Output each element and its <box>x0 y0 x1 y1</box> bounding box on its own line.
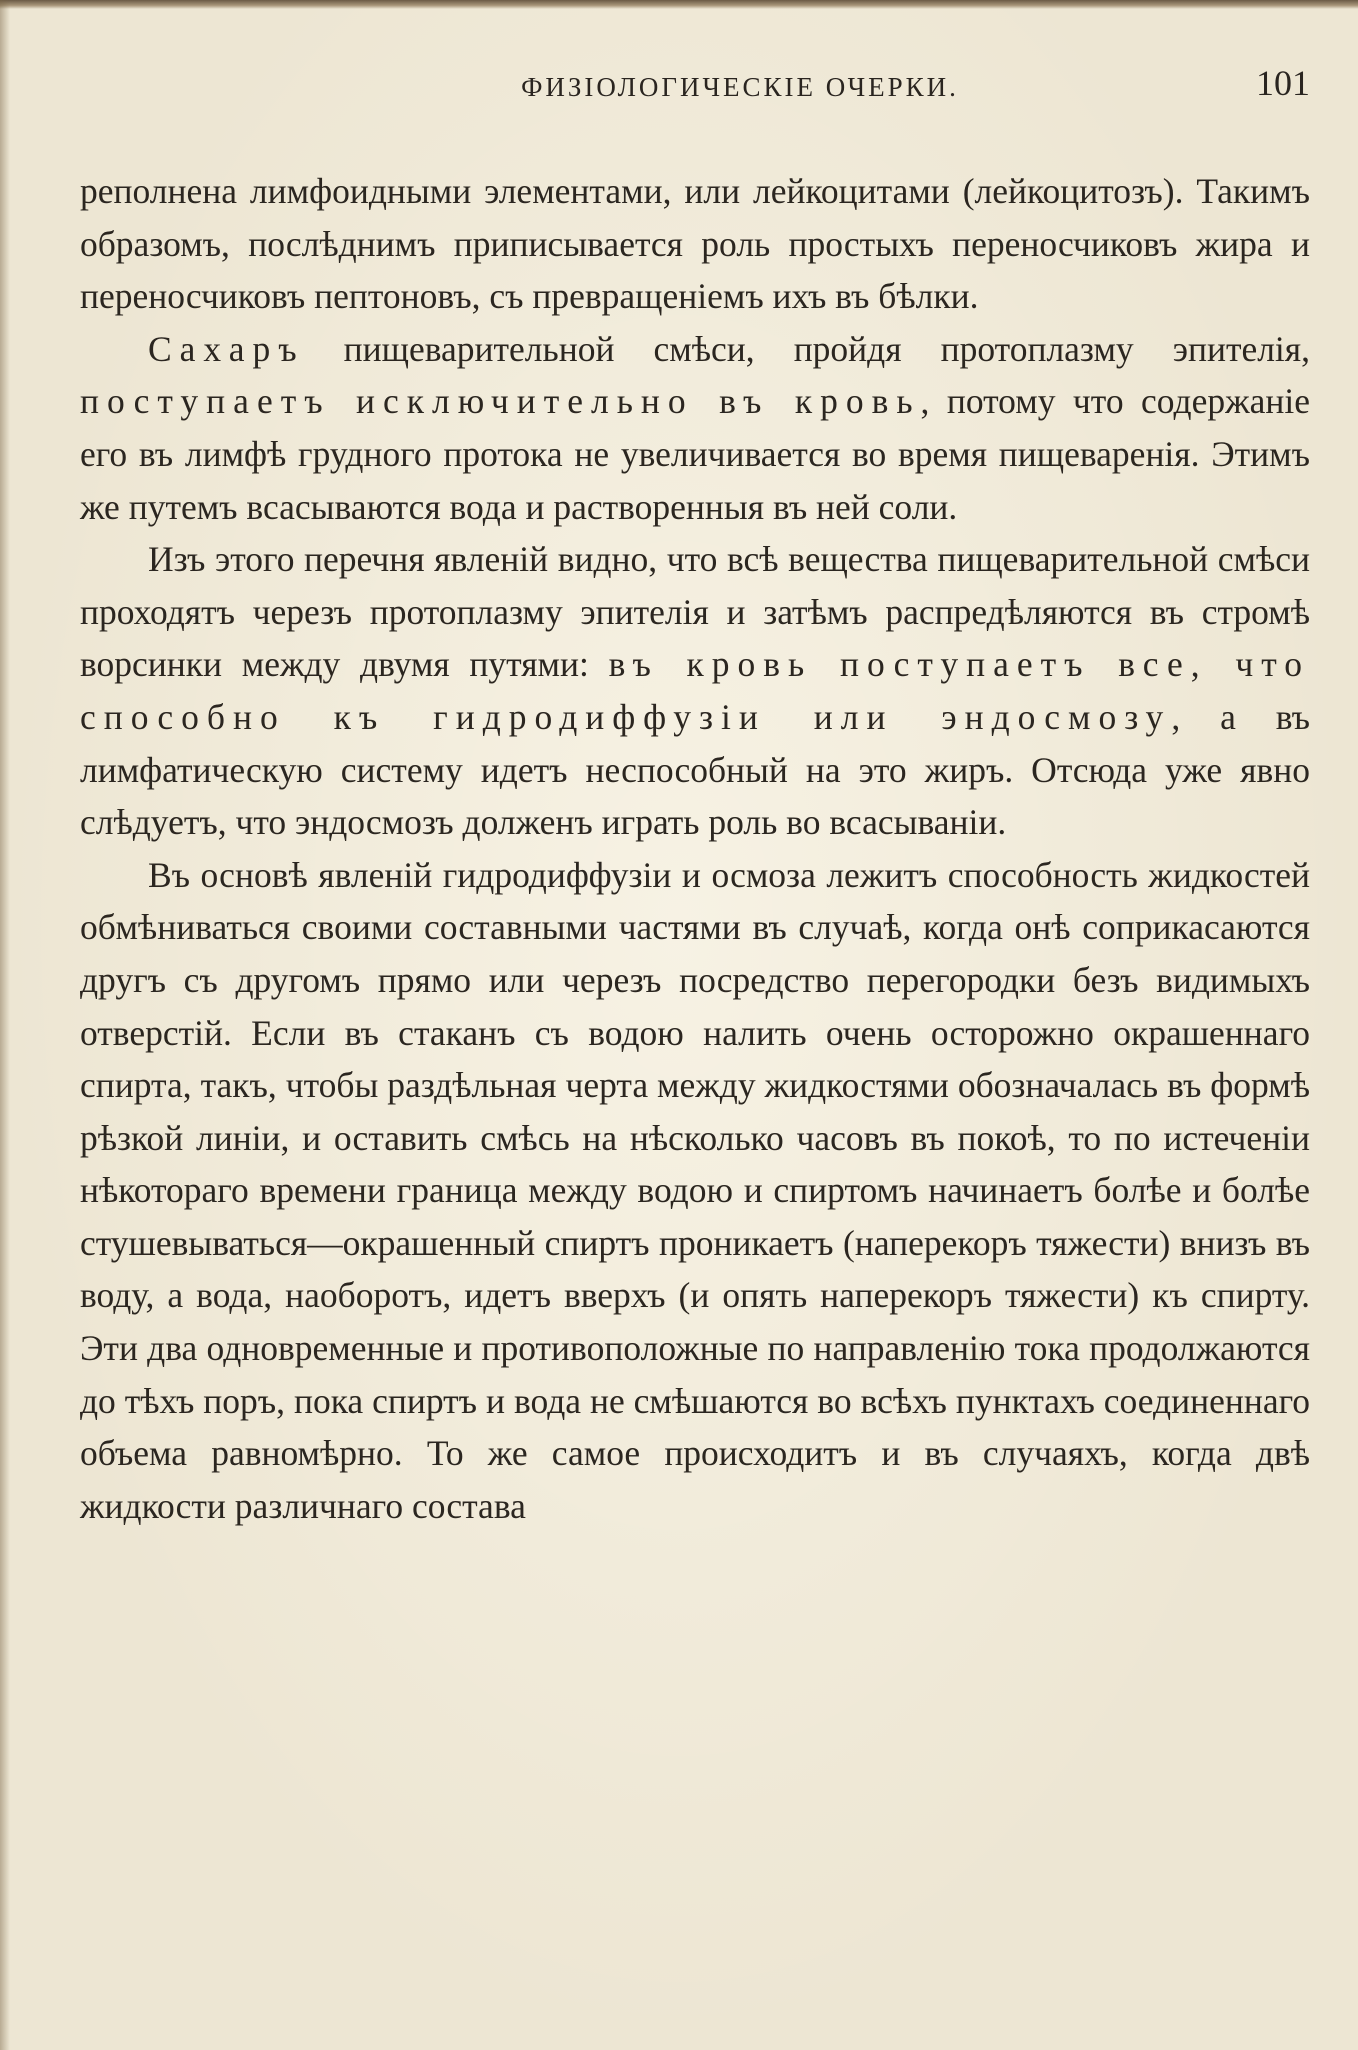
text-run: пищеварительной смѣси, пройдя протоплазму эпителія, <box>304 328 1310 369</box>
spaced-emphasis: въ кровь поступаетъ все, что способно къ гидродиффузіи или эндосмозу <box>80 644 1310 737</box>
text-run: реполнена лимфоидными элементами, или лейкоцитами (лейкоцитозъ). Такимъ образомъ, послѣднимъ приписывается роль простыхъ переносчиковъ жира и переносчиковъ пептоновъ, съ превращеніемъ ихъ въ бѣлки. <box>80 171 1310 317</box>
page-top-edge <box>0 0 1358 9</box>
text-run: Въ основѣ явленій гидродиффузіи и осмоза лежитъ способность жидкостей обмѣниваться своими составными частями въ случаѣ, когда онѣ соприкасаются другъ съ другомъ прямо или черезъ посредство перегородки безъ видимыхъ отверстій. Если въ стаканъ съ водою налить очень осторожно окрашеннаго спирта, такъ, чтобы раздѣльная черта между жидкостями обозначалась въ формѣ рѣзкой линіи, и оставить смѣсь на нѣсколько часовъ въ покоѣ, то по истеченіи нѣкотораго времени граница между водою и спиртомъ начинаетъ болѣе и болѣе стушевываться—окрашенный спиртъ проникаетъ (наперекоръ тяжести) внизъ въ воду, а вода, наоборотъ, идетъ вверхъ (и опять наперекоръ тяжести) къ спирту. Эти два одновременные и противоположные по направленію тока продолжаются до тѣхъ поръ, пока спиртъ и вода не смѣшаются во всѣхъ пунктахъ соединеннаго объема равномѣрно. То же самое происходитъ и въ случаяхъ, когда двѣ жидкости различнаго состава <box>80 854 1310 1526</box>
spaced-emphasis: Сахаръ <box>148 328 305 369</box>
text-run: Изъ этого перечня явленій видно, что всѣ вещества пищеварительной смѣси проходятъ черезъ протоплазму эпителія и затѣмъ распредѣляются въ стромѣ ворсинки между двумя путями: <box>80 539 1310 685</box>
paragraph <box>80 323 1310 533</box>
page-header <box>80 62 1310 112</box>
paragraph <box>80 849 1310 1533</box>
body-text <box>80 165 1310 1532</box>
text-run: , а въ лимфатическую систему идетъ неспособный на это жиръ. Отсюда уже явно слѣдуетъ, что эндосмозъ долженъ играть роль во всасываніи. <box>80 696 1311 843</box>
paragraph <box>80 165 1310 323</box>
running-title: ФИЗІОЛОГИЧЕСКІЕ ОЧЕРКИ. <box>521 72 959 102</box>
page-left-edge <box>0 0 10 2050</box>
page-number: 101 <box>1256 63 1310 103</box>
spaced-emphasis: поступаетъ исключительно въ кровь <box>80 381 921 422</box>
text-run: , потому что содержаніе его въ лимфѣ грудного протока не увеличивается во время пищеваренія. Этимъ же путемъ всасываются вода и растворенныя въ ней соли. <box>80 381 1310 527</box>
paragraph <box>80 533 1310 849</box>
